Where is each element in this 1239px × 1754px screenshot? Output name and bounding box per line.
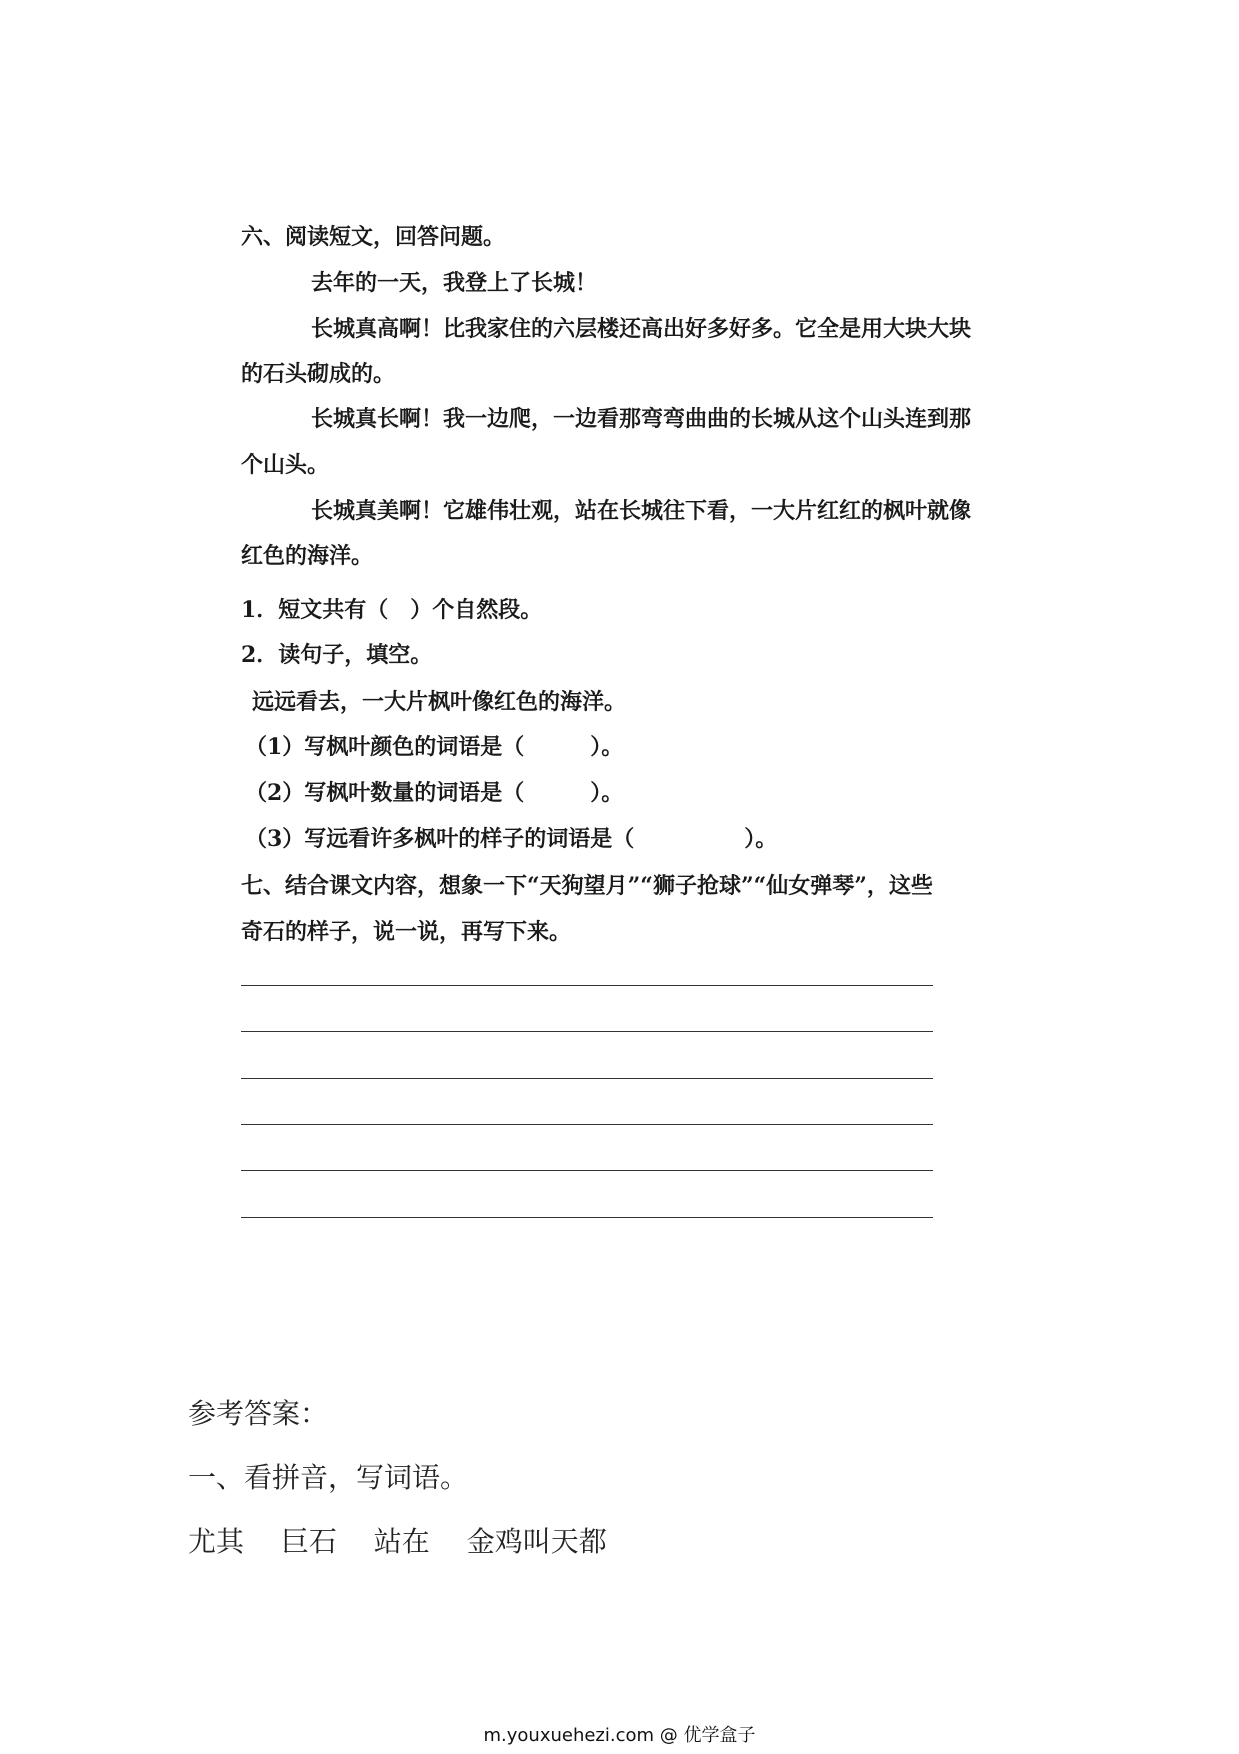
- passage-paragraph-4-line-1: 长城真美啊！它雄伟壮观，站在长城往下看，一大片红红的枫叶就像: [311, 498, 972, 524]
- answers-section-1-words: 尤其 巨石 站在 金鸡叫天都: [188, 1525, 607, 1558]
- answer-line: [241, 1217, 933, 1218]
- answers-section-1-heading: 一、看拼音，写词语。: [188, 1461, 469, 1494]
- answer-line: [241, 985, 933, 986]
- answer-line: [241, 1078, 933, 1079]
- passage-paragraph-2-line-1: 长城真高啊！比我家住的六层楼还高出好多好多。它全是用大块大块: [311, 316, 972, 342]
- answer-line: [241, 1031, 933, 1032]
- answer-line: [241, 1124, 933, 1125]
- question-2: 2．读句子，填空。: [241, 642, 433, 668]
- passage-paragraph-2-line-2: 的石头砌成的。: [241, 361, 396, 387]
- footer-watermark: m.youxuehezi.com @ 优学盒子: [483, 1725, 756, 1746]
- answers-title: 参考答案：: [188, 1397, 329, 1430]
- passage-paragraph-3-line-1: 长城真长啊！我一边爬，一边看那弯弯曲曲的长城从这个山头连到那: [311, 406, 972, 432]
- section7-line-1: 七、结合课文内容，想象一下“天狗望月”“狮子抢球”“仙女弹琴”，这些: [241, 873, 933, 899]
- question-2-part-3: （3）写远看许多枫叶的样子的词语是（ ）。: [245, 826, 778, 852]
- question-2-sentence: 远远看去，一大片枫叶像红色的海洋。: [252, 689, 627, 715]
- question-1: 1．短文共有（ ）个自然段。: [241, 597, 543, 623]
- question-2-part-1: （1）写枫叶颜色的词语是（ ）。: [245, 734, 624, 760]
- section6-heading: 六、阅读短文，回答问题。: [241, 224, 506, 250]
- passage-paragraph-3-line-2: 个山头。: [241, 452, 330, 478]
- question-2-part-2: （2）写枫叶数量的词语是（ ）。: [245, 780, 624, 806]
- section7-line-2: 奇石的样子，说一说，再写下来。: [241, 919, 572, 945]
- passage-paragraph-1: 去年的一天，我登上了长城！: [311, 270, 598, 296]
- answer-line: [241, 1170, 933, 1171]
- passage-paragraph-4-line-2: 红色的海洋。: [241, 543, 374, 569]
